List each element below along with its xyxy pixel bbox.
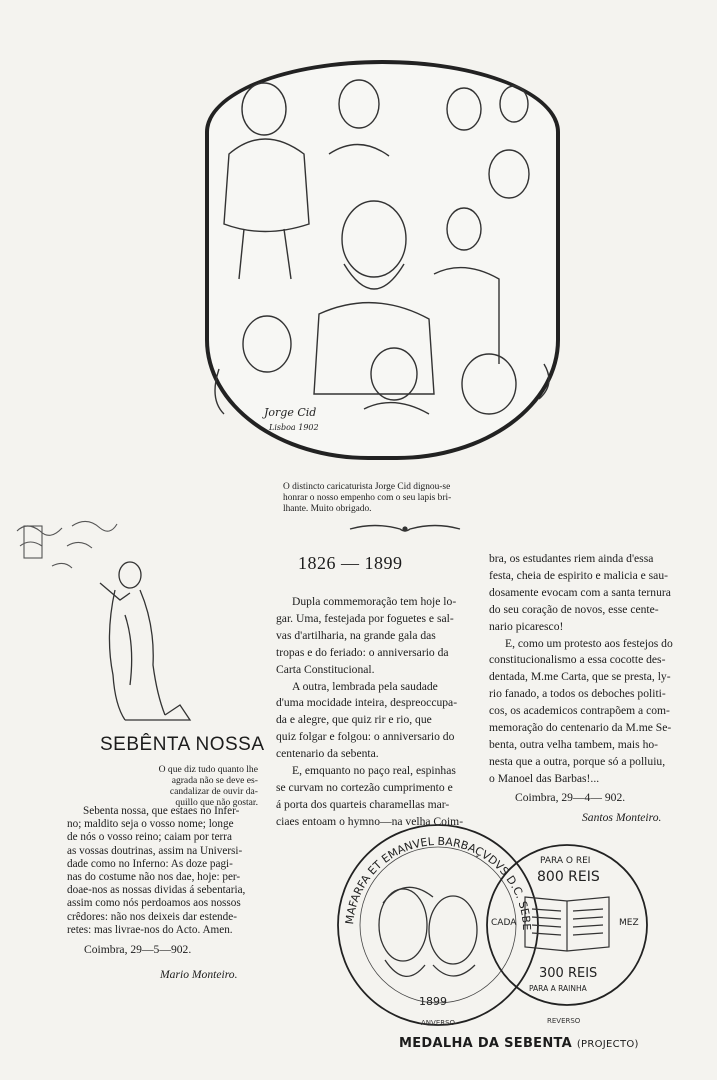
article-line: Carta Constitucional. [276,662,375,676]
ornament-flourish [345,520,465,538]
prayer-line: retes: mas livrae-nos do Acto. Amen. [67,923,233,936]
ornament-divider [345,520,465,538]
article-line: bra, os estudantes riem ainda d'essa [489,552,654,565]
article-line: da e alegre, que quiz rir e rio, que [276,713,432,727]
reverse-right-text: MEZ [619,918,639,928]
prayer-line: Sebenta nossa, que estaes no Infer- [83,805,240,817]
article-title: 1826 — 1899 [298,553,403,573]
caption-line: lhante. Muito obrigado. [283,504,372,514]
sebenta-epigraph [148,764,258,808]
reverse-top-text: PARA O REI [540,856,591,866]
prayer-line: assim como nós perdoamos aos nossos [67,897,241,910]
sebenta-dateline: Coimbra, 29—5—902. [84,943,192,956]
article-line: dentada, M.me Carta, que se presta, ly- [489,670,671,684]
article-line: cos, os academicos contrapõem a com- [489,704,670,718]
sebenta-title: SEBÊNTA NOSSA [100,734,265,755]
article-line: A outra, lembrada pela saudade [292,679,438,693]
medal-drawing [325,815,655,1030]
article-line: Dupla commemoração tem hoje lo- [292,595,457,608]
caricature-caption [283,482,528,515]
kneeling-figure-drawing [85,555,205,735]
article-line: constitucionalismo a essa cocotte des- [489,653,666,667]
reverse-value-bottom: 300 REIS [539,966,598,981]
article-line: rio fanado, a todos os deboches politi- [489,687,666,701]
sebenta-prayer-text [67,805,257,937]
caricature-drawing [209,64,556,456]
article-line: dosamente evocam com a santa ternura [489,585,671,599]
article-line: vas d'artilharia, na grande gala das [276,628,436,642]
epigraph-line: candalizar de ouvir da- [169,786,258,797]
prayer-line: de nós o vosso reino; caiam por terra [67,831,232,844]
article-line: d'uma mocidade inteira, despreoccupa- [276,696,458,710]
article-column-right [489,551,699,788]
prayer-line: nas do costume não nos dae, hoje: per- [67,871,241,884]
reverse-label: REVERSO [547,1017,581,1025]
obverse-year: 1899 [419,995,447,1008]
caption-line: O distincto caricaturista Jorge Cid dignou-se [283,482,451,492]
epigraph-line: quillo que não gostar. [175,797,258,808]
reverse-left-text: CADA [491,918,517,928]
prayer-line: no; maldito seja o vosso nome; longe [67,818,234,831]
epigraph-line: O que diz tudo quanto lhe [158,764,258,775]
article-signature: Santos Monteiro. [582,811,662,824]
prayer-line: dade como no Inferno: As doze pagi- [67,857,233,870]
article-line: do seu coração de novos, esse cente- [489,602,659,616]
prayer-line: doae-nos as nossas dividas á sebentaria, [67,884,246,897]
illustrator-name: Jorge Cid [264,406,317,419]
article-column-left [276,594,476,831]
medal-illustration [325,815,655,1030]
article-line: E, como um protesto aos festejos do [505,636,673,650]
caricature-illustration [205,60,560,460]
article-line: festa, cheia de espirito e malicia e sau- [489,568,668,582]
article-dateline: Coimbra, 29—4— 902. [515,791,626,804]
article-line: nesta que a outra, porque só a polluiu, [489,754,666,768]
article-line: benta, outra velha tambem, mais ho- [489,737,659,751]
article-line: E, emquanto no paço real, espinhas [292,764,456,778]
illustration-place-year: Lisboa 1902 [269,423,319,432]
article-line: tropas e do feriado: o anniversario da [276,645,449,659]
article-line: gar. Uma, festejada por foguetes e sal- [276,611,454,625]
sebenta-signature: Mario Monteiro. [160,968,238,981]
epigraph-line: agrada não se deve es- [171,775,258,786]
article-line: nario picaresco! [489,619,564,633]
article-line: memoração do centenario da M.me Se- [489,721,672,735]
praying-figure-icon [85,555,205,735]
medal-caption-note: (PROJECTO) [576,1039,639,1050]
obverse-inscription: MAFARFA ET EMANVEL BARBAÇVDVS D.C. SEBE [343,834,534,931]
article-line: o Manoel das Barbas!... [489,771,600,785]
article-line: centenario da sebenta. [276,747,379,761]
article-line: á porta dos quarteis charamellas mar- [276,797,450,811]
article-line: se curvam no cortezão cumprimento e [276,780,453,794]
obverse-label: ANVERSO [421,1019,456,1027]
reverse-bottom-text: PARA A RAINHA [529,984,587,993]
medal-caption-title: MEDALHA DA SEBENTA [399,1036,573,1051]
medal-caption [399,1036,639,1051]
article-line: quiz folgar e folgou: o anniversario do [276,730,455,744]
article-line: ciaes entoam o hymno—na velha Coim- [276,814,464,828]
caption-line: honrar o nosso empenho com o seu lapis bri- [283,493,452,503]
prayer-line: crêdores: não nos deixeis dar estende- [67,910,237,923]
prayer-line: as vossas doutrinas, assim na Universi- [67,844,243,857]
illustration-signature [262,406,319,432]
reverse-value-top: 800 REIS [537,869,600,885]
